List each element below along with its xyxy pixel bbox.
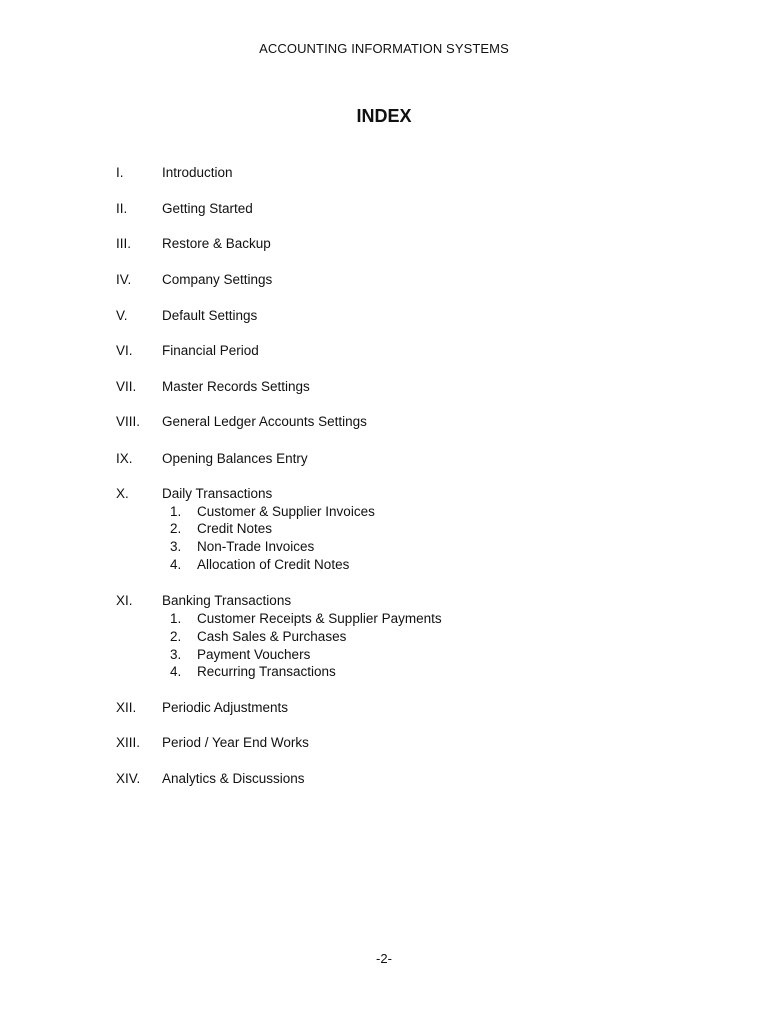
subentry-label: Non-Trade Invoices bbox=[197, 539, 315, 554]
toc-entry-master-records-settings bbox=[0, 378, 768, 396]
entry-label: Period / Year End Works bbox=[162, 735, 309, 750]
page-number: -2- bbox=[376, 951, 392, 966]
subentry-label: Cash Sales & Purchases bbox=[197, 629, 347, 644]
toc-subentry bbox=[0, 503, 768, 521]
entry-label: Default Settings bbox=[162, 308, 258, 323]
toc-entry-periodic-adjustments bbox=[0, 699, 768, 717]
subentry-label: Customer & Supplier Invoices bbox=[197, 504, 375, 519]
toc-subentry bbox=[0, 538, 768, 556]
subentry-label: Customer Receipts & Supplier Payments bbox=[197, 611, 442, 626]
entry-label: General Ledger Accounts Settings bbox=[162, 414, 367, 429]
entry-numeral: IV. bbox=[116, 272, 132, 287]
toc-subentry bbox=[0, 646, 768, 664]
toc-entry-period-year-end-works bbox=[0, 734, 768, 752]
entry-numeral: VI. bbox=[116, 343, 133, 358]
subentry-number: 2. bbox=[170, 629, 182, 644]
entry-numeral: XIII. bbox=[116, 735, 141, 750]
entry-label: Analytics & Discussions bbox=[162, 771, 305, 786]
entry-label: Master Records Settings bbox=[162, 379, 310, 394]
toc-entry-banking-transactions bbox=[0, 592, 768, 610]
subentry-number: 1. bbox=[170, 504, 182, 519]
index-title: INDEX bbox=[356, 106, 412, 126]
entry-label: Opening Balances Entry bbox=[162, 451, 308, 466]
entry-label: Banking Transactions bbox=[162, 593, 292, 608]
entry-label: Periodic Adjustments bbox=[162, 700, 289, 715]
subentry-number: 3. bbox=[170, 647, 182, 662]
entry-numeral: IX. bbox=[116, 451, 133, 466]
toc-subentry bbox=[0, 610, 768, 628]
toc-subentry bbox=[0, 628, 768, 646]
subentry-label: Credit Notes bbox=[197, 521, 273, 536]
entry-numeral: XII. bbox=[116, 700, 137, 715]
toc-subentry bbox=[0, 556, 768, 574]
subentry-number: 1. bbox=[170, 611, 182, 626]
subentry-number: 3. bbox=[170, 539, 182, 554]
toc-entry-daily-transactions bbox=[0, 485, 768, 503]
toc-entry-restore-backup bbox=[0, 235, 768, 253]
entry-numeral: III. bbox=[116, 236, 132, 251]
entry-label: Financial Period bbox=[162, 343, 259, 358]
entry-numeral: V. bbox=[116, 308, 128, 323]
subentry-label: Recurring Transactions bbox=[197, 664, 336, 679]
subentry-number: 4. bbox=[170, 664, 182, 679]
toc-entry-opening-balances-entry bbox=[0, 450, 768, 468]
toc-entry-analytics-discussions bbox=[0, 770, 768, 788]
toc-subentry bbox=[0, 663, 768, 681]
entry-numeral: II. bbox=[116, 201, 128, 216]
toc-entry-financial-period bbox=[0, 342, 768, 360]
subentry-label: Payment Vouchers bbox=[197, 647, 311, 662]
entry-label: Daily Transactions bbox=[162, 486, 273, 501]
entry-numeral: VIII. bbox=[116, 414, 141, 429]
entry-label: Introduction bbox=[162, 165, 233, 180]
subentry-number: 2. bbox=[170, 521, 182, 536]
toc-entry-introduction bbox=[0, 164, 768, 182]
toc-entry-company-settings bbox=[0, 271, 768, 289]
subentry-number: 4. bbox=[170, 557, 182, 572]
entry-numeral: XI. bbox=[116, 593, 133, 608]
running-header: ACCOUNTING INFORMATION SYSTEMS bbox=[259, 41, 509, 56]
toc-entry-general-ledger-accounts-settings bbox=[0, 413, 768, 431]
toc-entry-default-settings bbox=[0, 307, 768, 325]
subentry-label: Allocation of Credit Notes bbox=[197, 557, 350, 572]
entry-numeral: VII. bbox=[116, 379, 137, 394]
entry-label: Getting Started bbox=[162, 201, 253, 216]
entry-numeral: X. bbox=[116, 486, 129, 501]
toc-subentry bbox=[0, 520, 768, 538]
entry-label: Restore & Backup bbox=[162, 236, 271, 251]
entry-numeral: XIV. bbox=[116, 771, 141, 786]
toc-entry-getting-started bbox=[0, 200, 768, 218]
entry-label: Company Settings bbox=[162, 272, 273, 287]
entry-numeral: I. bbox=[116, 165, 124, 180]
